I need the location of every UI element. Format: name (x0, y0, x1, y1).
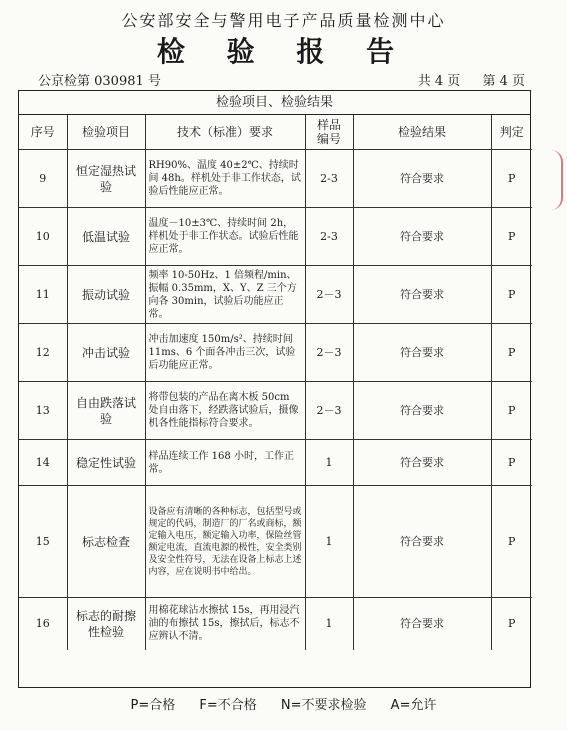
test-item: 稳定性试验 (67, 440, 145, 486)
table-row (19, 266, 532, 324)
header-sample: 样品 编号 (305, 115, 353, 150)
test-item: 冲击试验 (67, 324, 145, 382)
page-number: 第 4 页 (482, 74, 525, 89)
legend-allowed: A=允许 (390, 698, 437, 713)
sample-number: 2-3 (305, 150, 353, 208)
row-number: 12 (19, 324, 67, 382)
legend-not-required: N=不要求检验 (280, 698, 367, 713)
sample-number: 2-3 (305, 208, 353, 266)
row-number: 10 (19, 208, 67, 266)
legend-fail: F=不合格 (199, 698, 257, 713)
table-row (19, 598, 532, 650)
results-sheet (18, 90, 531, 688)
requirement: 频率 10-50Hz、1 倍频程/min、振幅 0.35mm，X、Y、Z 三个方向各 30min，试验后功能应正常。 (145, 266, 305, 324)
section-title: 检验项目、检验结果 (19, 91, 530, 115)
requirement: 样品连续工作 168 小时，工作正常。 (145, 440, 305, 486)
row-number: 11 (19, 266, 67, 324)
test-item: 振动试验 (67, 266, 145, 324)
header-item: 检验项目 (67, 115, 145, 150)
table-header-row (19, 115, 532, 150)
total-pages: 共 4 页 (417, 74, 461, 89)
legend-pass: P=合格 (130, 698, 176, 713)
header-verdict: 判定 (491, 115, 532, 150)
test-item: 自由跌落试验 (67, 382, 145, 440)
test-result: 符合要求 (353, 440, 491, 486)
row-number: 16 (19, 598, 67, 650)
header-no: 序号 (19, 115, 67, 150)
test-result: 符合要求 (353, 382, 491, 440)
test-item: 低温试验 (67, 208, 145, 266)
sample-number: 1 (305, 440, 353, 486)
report-title: 检 验 报 告 (156, 35, 411, 68)
table-row (19, 382, 532, 440)
scan-edge-mark (551, 150, 563, 210)
row-number: 15 (19, 486, 67, 598)
test-result: 符合要求 (353, 598, 491, 650)
test-item: 标志的耐擦性检验 (67, 598, 145, 650)
header-requirement: 技术（标准）要求 (145, 115, 305, 150)
sample-number: 2－3 (305, 382, 353, 440)
test-result: 符合要求 (353, 324, 491, 382)
test-result: 符合要求 (353, 266, 491, 324)
sample-number: 1 (305, 486, 353, 598)
table-row (19, 486, 532, 598)
row-number: 9 (19, 150, 67, 208)
header-result: 检验结果 (353, 115, 491, 150)
verdict: P (491, 324, 532, 382)
verdict: P (491, 150, 532, 208)
issuing-organization: 公安部安全与警用电子产品质量检测中心 (121, 11, 446, 30)
table-row (19, 324, 532, 382)
test-item: 标志检查 (67, 486, 145, 598)
sample-number: 1 (305, 598, 353, 650)
report-number: 公京检第 030981 号 (38, 74, 161, 89)
row-number: 13 (19, 382, 67, 440)
test-result: 符合要求 (353, 150, 491, 208)
requirement: RH90%、温度 40±2℃、持续时间 48h。样机处于非工作状态，试验后性能应正常。 (145, 150, 305, 208)
requirement: 用棉花球沾水擦拭 15s，再用浸汽油的布擦拭 15s，擦拭后，标志不应辨认不清。 (145, 598, 305, 650)
results-table (19, 115, 532, 650)
test-result: 符合要求 (353, 208, 491, 266)
verdict: P (491, 208, 532, 266)
requirement: 温度－10±3℃、持续时间 2h，样机处于非工作状态。试验后性能应正常。 (145, 208, 305, 266)
row-number: 14 (19, 440, 67, 486)
test-result: 符合要求 (353, 486, 491, 598)
sample-number: 2－3 (305, 324, 353, 382)
requirement: 将带包装的产品在离木板 50cm 处自由落下，经跌落试验后，摄像机各性能指标符合要求。 (145, 382, 305, 440)
verdict: P (491, 266, 532, 324)
verdict: P (491, 440, 532, 486)
verdict: P (491, 598, 532, 650)
requirement: 设备应有清晰的各种标志，包括型号或规定的代码，制造厂的厂名或商标，额定输入电压，额定输入功率，保险丝管额定电流，直流电源的极性，安全类别及安全性符号，无法在设备上标志上述内容，应在说明书中给出。 (145, 486, 305, 598)
requirement: 冲击加速度 150m/s²、持续时间 11ms、6 个面各冲击三次，试验后功能应正常。 (145, 324, 305, 382)
verdict: P (491, 486, 532, 598)
test-item: 恒定湿热试验 (67, 150, 145, 208)
page-info (400, 70, 525, 89)
verdict-legend (0, 694, 567, 713)
table-row (19, 440, 532, 486)
table-row (19, 150, 532, 208)
sample-number: 2－3 (305, 266, 353, 324)
table-row (19, 208, 532, 266)
verdict: P (491, 382, 532, 440)
